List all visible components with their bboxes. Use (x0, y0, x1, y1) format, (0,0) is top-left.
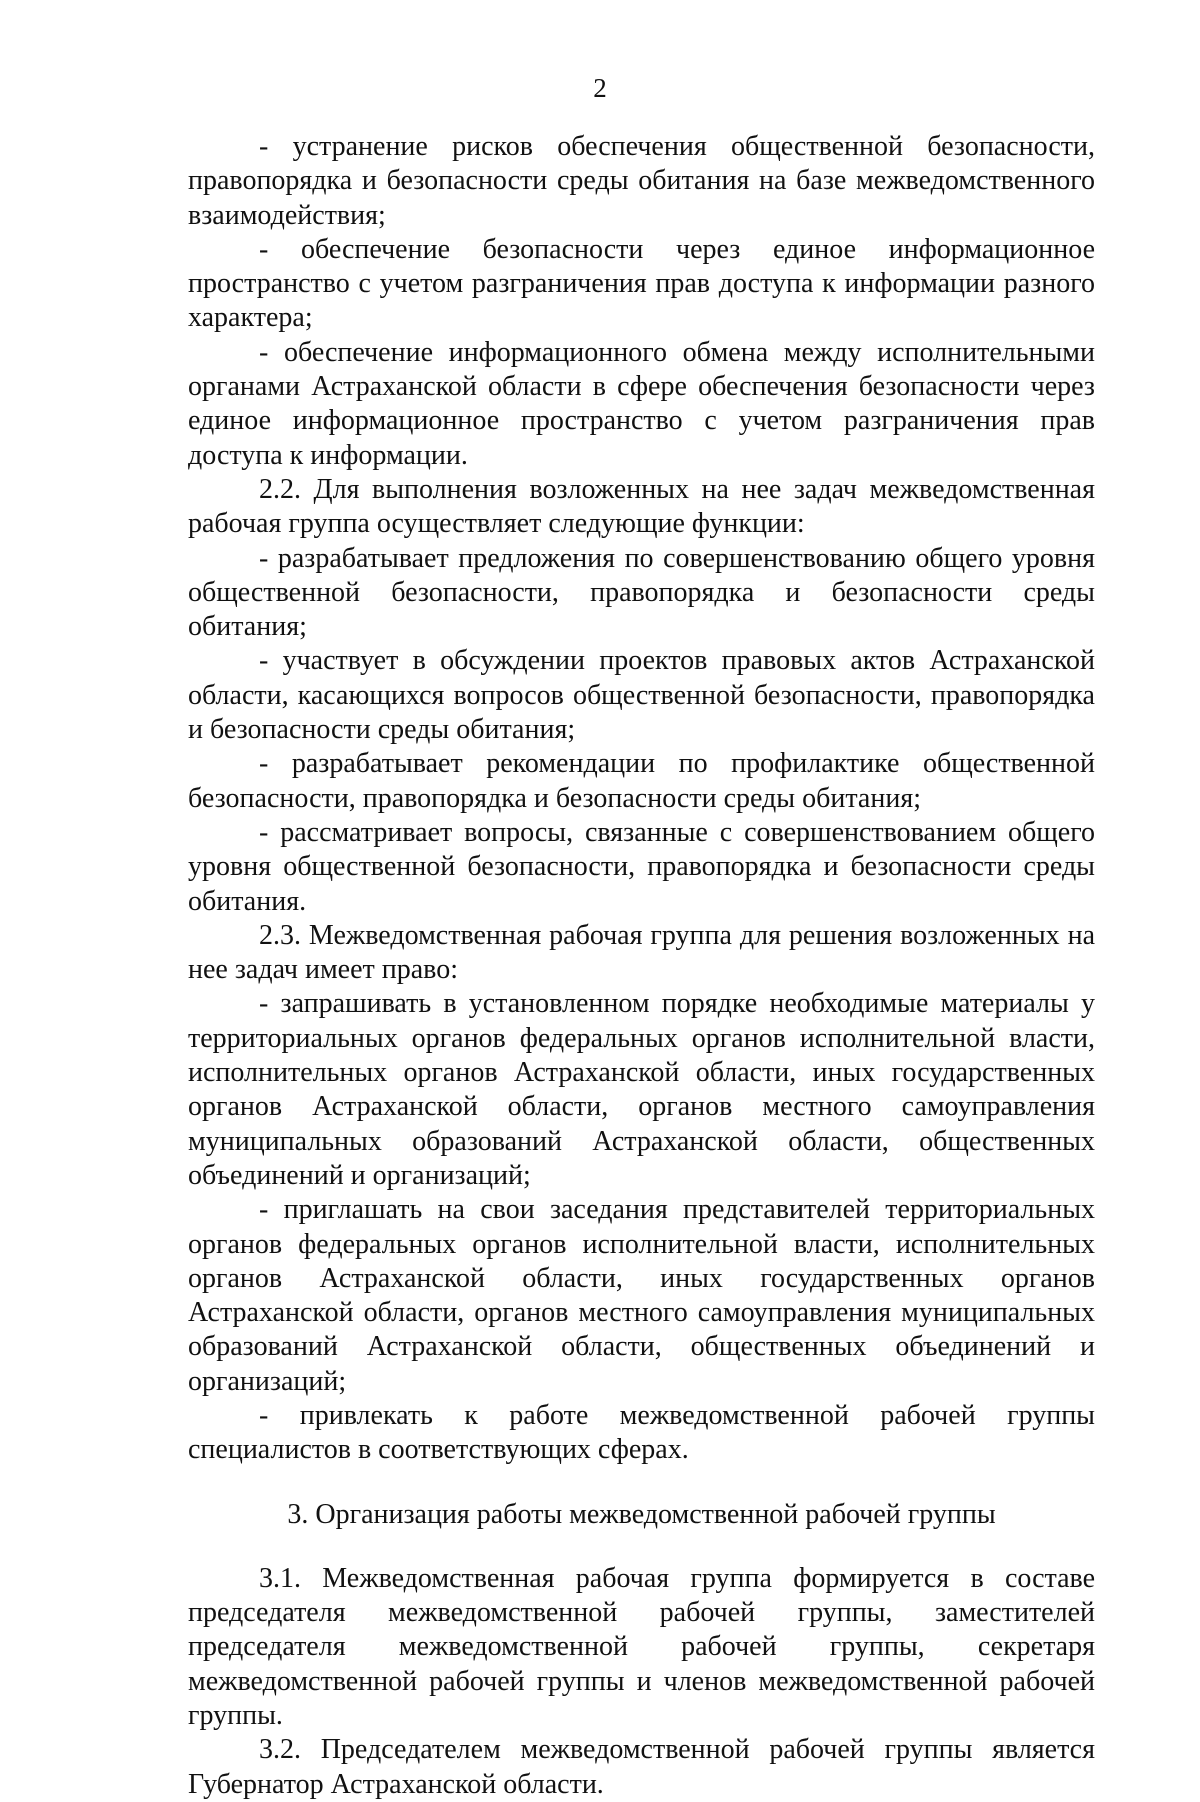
paragraph-request-materials: - запрашивать в установленном порядке необходимые материалы у территориальных органов федеральных органов исполнительной власти, исполнительных органов Астраханской области, иных государственных органов Астраханской области, органов местного самоуправления муниципальных образований Астраханской области, общественных объединений и организаций; (188, 988, 1095, 1191)
paragraph-involve-specialists: - привлекать к работе межведомственной рабочей группы специалистов в соответствующих сферах. (188, 1399, 1095, 1466)
paragraph-clause-3-1: 3.1. Межведомственная рабочая группа формируется в составе председателя межведомственной рабочей группы, заместителей председателя межведомственной рабочей группы, секретаря межведомственной рабочей группы и членов межведомственной рабочей группы. (188, 1562, 1095, 1732)
paragraph-develops-proposals: - разрабатывает предложения по совершенствованию общего уровня общественной безопасности, правопорядка и безопасности среды обитания; (188, 542, 1095, 643)
page-number: 2 (593, 73, 607, 103)
paragraph-considers-issues: - рассматривает вопросы, связанные с совершенствованием общего уровня общественной безопасности, правопорядка и безопасности среды обитания. (188, 816, 1095, 917)
paragraph-invite-representatives: - приглашать на свои заседания представителей территориальных органов федеральных органов исполнительной власти, исполнительных органов Астраханской области, иных государственных органов Астраханской области, органов местного самоуправления муниципальных образований Астраханской области, общественных объединений и организаций; (188, 1194, 1095, 1397)
paragraph-participates-discussion: - участвует в обсуждении проектов правовых актов Астраханской области, касающихся вопросов общественной безопасности, правопорядка и безопасности среды обитания; (188, 645, 1095, 746)
section-heading-3: 3. Организация работы межведомственной рабочей группы (287, 1498, 996, 1530)
paragraph-clause-3-2: 3.2. Председателем межведомственной рабочей группы является Губернатор Астраханской области. (188, 1734, 1095, 1800)
paragraph-info-space-security: - обеспечение безопасности через единое информационное пространство с учетом разграничения прав доступа к информации разного характера; (188, 233, 1095, 334)
paragraph-risk-elimination: - устранение рисков обеспечения общественной безопасности, правопорядка и безопасности среды обитания на базе межведомственного взаимодействия; (188, 131, 1095, 231)
document-body (188, 130, 1095, 1802)
paragraph-info-exchange: - обеспечение информационного обмена между исполнительными органами Астраханской области в сфере обеспечения безопасности через единое информационное пространство с учетом разграничения прав доступа к информации. (188, 336, 1095, 471)
paragraph-develops-recommendations: - разрабатывает рекомендации по профилактике общественной безопасности, правопорядка и безопасности среды обитания; (188, 748, 1095, 814)
paragraph-clause-2-2: 2.2. Для выполнения возложенных на нее задач межведомственная рабочая группа осуществляет следующие функции: (188, 473, 1095, 540)
paragraph-clause-2-3: 2.3. Межведомственная рабочая группа для решения возложенных на нее задач имеет право: (188, 919, 1095, 986)
